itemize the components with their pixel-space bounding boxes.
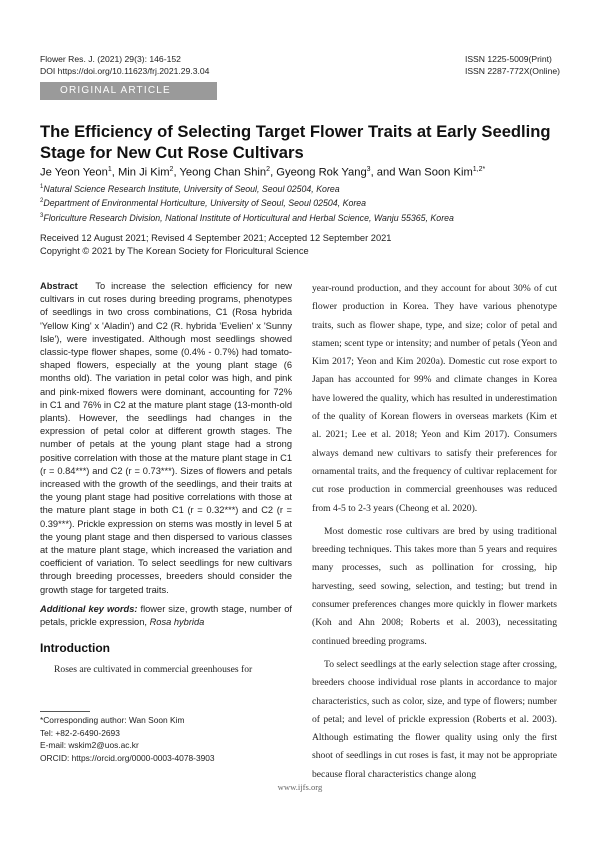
author-name: Yeong Chan Shin: [179, 166, 267, 179]
author-affiliation-mark: 1: [107, 166, 112, 173]
corresponding-tel: Tel: +82-2-6490-2693: [40, 727, 120, 738]
author-name: Gyeong Rok Yang: [276, 166, 367, 179]
corresponding-author: *Corresponding author: Wan Soon Kim: [40, 715, 185, 725]
copyright-line: Copyright © 2021 by The Korean Society for Floricultural Science: [40, 245, 309, 256]
affiliation: [40, 195, 454, 209]
corresponding-footnote: [40, 714, 215, 764]
author-affiliation-mark: 1,2*: [472, 166, 486, 173]
body-paragraph-3: To select seedlings at the early selection stage after crossing, breeders choose individual rose plants in accordance to major characteristics, such as color, size, and type of flowers; number of petal; and level of prickle expression (Roberts et al. 2003). Although estimating the flower quality using only the first shoot of seedlings in cut roses is fast, it may not be appropriate because floral characteristics change along: [312, 658, 557, 780]
author-list: [40, 166, 485, 179]
introduction-first-line: Roses are cultivated in commercial greenhouses for: [54, 664, 253, 676]
author-name: Wan Soon Kim: [398, 166, 473, 179]
affiliation-text: Department of Environmental Horticulture, University of Seoul, Seoul 02504, Korea: [43, 198, 367, 209]
author-separator: , and: [370, 166, 399, 179]
issn-online: ISSN 2287-772X(Online): [464, 65, 560, 76]
running-header-left: [40, 54, 209, 78]
introduction-heading: Introduction: [40, 641, 110, 656]
author-separator: ,: [173, 166, 180, 179]
corresponding-orcid[interactable]: ORCID: https://orcid.org/0000-0003-4078-3903: [40, 752, 215, 763]
article-type-badge: ORIGINAL ARTICLE: [40, 82, 217, 100]
abstract-label: Abstract: [40, 281, 78, 291]
abstract-text: To increase the selection efficiency for new cultivars in cut roses during breeding programs, phenotypes of seedlings in two cross combinations, C1 (Rosa hybrida 'Yellow King' x 'Aladin') and C2 (R. hybrida 'Evelien' x 'Sunny Isle'), were investigated. Although most seedlings showed classic-type flower shapes, some (0.4% - 0.7%) had tomato-shaped flowers, especially at the young plant stage (6 months old). The variation in petal color was high, and pink and pink-mixed flowers were dominant, accounting for 72% in C1 and 76% in C2 at the mature plant stage (13-month-old plants). However, the seedlings had changes in the expression of petal color at different growth stages. The number of petals at the young plant stage had a strong positive correlation with those at the mature plant stage in C1 (r = 0.84***) and C2 (r = 0.73***). Sizes of flowers and petals increased with the growth of the seedlings, and their traits at the young plant stage had positive correlations with those at the mature plant stage in both C1 (r = 0.32***) and C2 (r = 0.39***). Prickle expression on stems was mostly in level 5 at the young plant stage and then dispersed to various classes at the mature plant stage, which increased the variation and coefficient of variation. To select seedlings for new cultivars through breeding processes, breeders should consider the growth stage for targeted traits.: [40, 281, 292, 595]
author-affiliation-mark: 2: [169, 166, 174, 173]
author-name: Je Yeon Yeon: [40, 166, 108, 179]
affiliation: [40, 210, 454, 224]
keywords-text: flower size, growth stage, number of petals, prickle expression,: [40, 603, 292, 628]
author-separator: ,: [270, 166, 277, 179]
journal-citation: Flower Res. J. (2021) 29(3): 146-152: [40, 54, 181, 64]
body-paragraph-2: Most domestic rose cultivars are bred by using traditional breeding techniques. This takes more than 5 years and requires many processes, such as pollination for crossing, hip harvesting, seed sowing, selection, and testing; but trend in consumer preferences changes more quickly in flower markets (Koh and Ahn 2008; Roberts et al. 2003), necessitating continued breeding programs.: [312, 525, 557, 647]
abstract: [40, 280, 292, 597]
article-title: The Efficiency of Selecting Target Flower Traits at Early Seedling Stage for New Cut Rose Cultivars: [40, 122, 551, 162]
author-separator: ,: [111, 166, 118, 179]
affiliation-text: Floriculture Research Division, National Institute of Horticultural and Herbal Science, Wanju 55365, Korea: [43, 212, 454, 223]
keywords-label: Additional key words:: [40, 603, 138, 614]
received-dates: Received 12 August 2021; Revised 4 September 2021; Accepted 12 September 2021: [40, 233, 392, 243]
body-paragraph-1: year-round production, and they account for about 30% of cut flower production in Korea. They have various phenotype traits, such as flower shape, type, and size; color of petal and stamen; scent type or intensity; and number of petals (Yeon and Kim 2017; Yeon and Kim 2020a). Domestic cut rose export to Japan has accounted for 99% and climate changes in Korea have lowered the quality, which has resulted in underestimation of the quality of Korean flowers in overseas markets (Kim et al. 2021; Lee et al. 2018; Yeon and Kim 2017). Consumers always demand new cultivars to satisfy their preferences for ornamental traits, and the frequency of cultivar replacement for cut rose production in commercial greenhouses was reduced from 4-5 to 2-3 years (Cheong et al. 2020).: [312, 283, 557, 514]
doi-link[interactable]: DOI https://doi.org/10.11623/frj.2021.29.3.04: [40, 65, 210, 76]
issn-print: ISSN 1225-5009(Print): [464, 54, 552, 64]
page-footer-url[interactable]: www.ijfs.org: [277, 782, 323, 792]
right-column: [312, 280, 557, 784]
article-dates: [40, 232, 391, 257]
author-affiliation-mark: 2: [266, 166, 271, 173]
affiliation-text: Natural Science Research Institute, University of Seoul, Seoul 02504, Korea: [43, 183, 340, 194]
running-header-right: [465, 54, 560, 78]
corresponding-email[interactable]: E-mail: wskim2@uos.ac.kr: [40, 740, 139, 751]
left-column: [40, 280, 292, 677]
affiliation: [40, 181, 454, 195]
keywords: [40, 603, 292, 629]
keywords-species: Rosa hybrida: [149, 617, 205, 628]
footnote-rule: [40, 711, 90, 712]
author-affiliation-mark: 3: [366, 166, 371, 173]
author-name: Min Ji Kim: [117, 166, 170, 179]
affiliation-mark: 1: [40, 184, 44, 190]
affiliation-list: [40, 181, 454, 224]
affiliation-mark: 3: [40, 212, 44, 219]
affiliation-mark: 2: [40, 198, 44, 205]
